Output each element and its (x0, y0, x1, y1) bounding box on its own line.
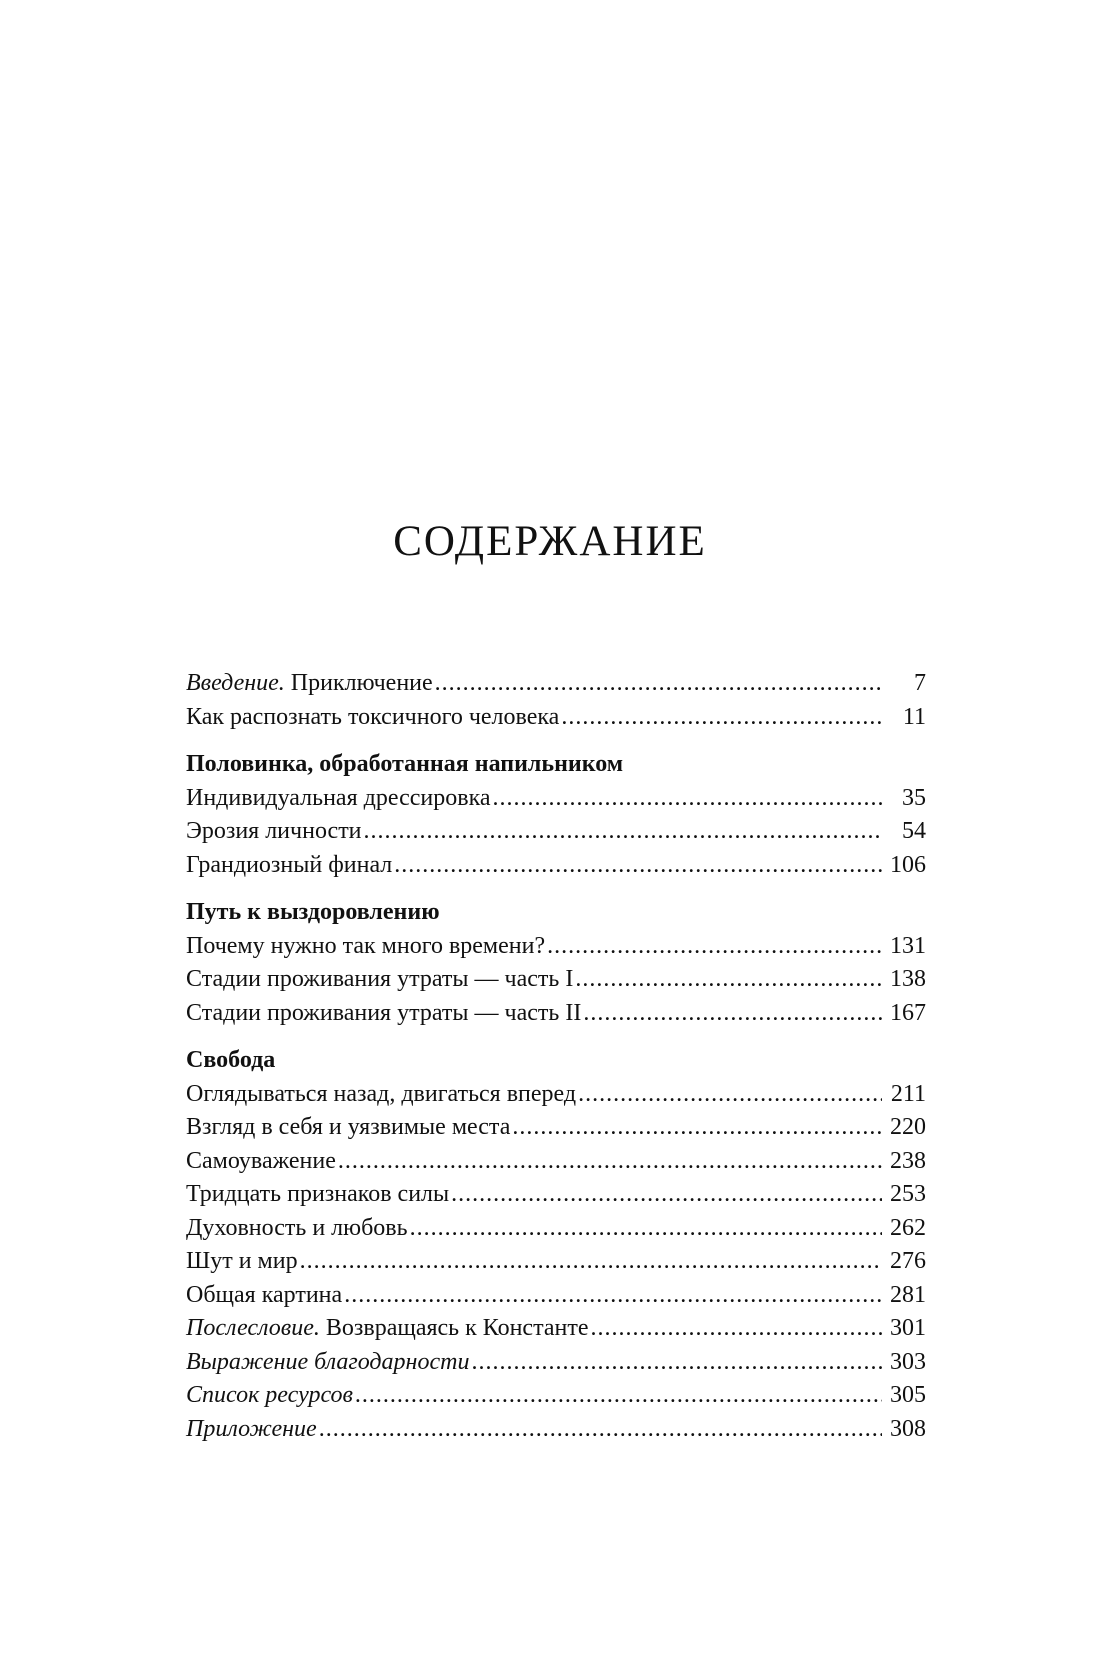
table-of-contents (186, 667, 926, 1446)
dot-leader (451, 1178, 882, 1212)
dot-leader (575, 963, 882, 997)
dot-leader (591, 1312, 882, 1346)
toc-entry-title (186, 1245, 298, 1279)
toc-entry[interactable] (186, 1145, 926, 1179)
toc-page-number: 54 (902, 818, 926, 844)
toc-entry-afterword[interactable] (186, 1312, 926, 1346)
dot-leader (547, 930, 882, 964)
dot-leader (319, 1413, 882, 1447)
toc-entry[interactable] (186, 997, 926, 1031)
toc-page-number: 308 (890, 1415, 926, 1442)
toc-page-number: 35 (902, 784, 926, 811)
toc-entry[interactable] (186, 1111, 926, 1145)
toc-entry-title (186, 930, 545, 964)
toc-entry-title (186, 667, 433, 701)
toc-page-number: 276 (890, 1248, 926, 1274)
toc-entry-italic-label: Послесловие. (186, 1315, 320, 1341)
toc-entry-resources[interactable] (186, 1379, 926, 1413)
toc-entry[interactable] (186, 782, 926, 816)
toc-page-number: 281 (890, 1281, 926, 1308)
toc-entry-label: Оглядываться назад, двигаться вперед (186, 1080, 577, 1107)
toc-entry-label: Индивидуальная дрессировка (186, 784, 491, 811)
toc-entry[interactable] (186, 1078, 926, 1112)
toc-entry[interactable] (186, 1212, 926, 1246)
dot-leader (344, 1279, 882, 1313)
toc-entry-title (186, 1312, 589, 1346)
toc-entry[interactable] (186, 701, 926, 735)
dot-leader (410, 1212, 882, 1246)
toc-entry-title (186, 963, 573, 997)
toc-entry-title (186, 1111, 510, 1145)
section-heading: Половинка, обработанная напильником (186, 751, 624, 777)
section-heading: Путь к выздоровлению (186, 899, 440, 925)
toc-entry-italic-label: Список ресурсов (186, 1382, 353, 1408)
toc-entry-title (186, 701, 559, 735)
toc-page-number: 253 (890, 1181, 926, 1207)
dot-leader (512, 1111, 882, 1145)
toc-entry[interactable] (186, 1279, 926, 1313)
toc-entry-introduction[interactable] (186, 667, 926, 701)
toc-entry[interactable] (186, 815, 926, 849)
dot-leader (471, 1346, 882, 1380)
toc-entry-label: Общая картина (186, 1281, 343, 1308)
toc-entry[interactable] (186, 849, 926, 883)
toc-entry-label: Почему нужно так много времени? (186, 932, 546, 959)
dot-leader (583, 997, 882, 1031)
toc-page-number: 305 (890, 1382, 926, 1408)
dot-leader (394, 849, 882, 883)
toc-entry-label: Самоуважение (186, 1147, 336, 1174)
toc-entry-title (186, 1346, 469, 1380)
toc-entry-title (186, 782, 491, 816)
toc-entry-label: Шут и мир (186, 1248, 298, 1274)
dot-leader (493, 782, 882, 816)
toc-entry-italic-label: Введение. (186, 670, 285, 696)
dot-leader (364, 815, 882, 849)
dot-leader (355, 1379, 882, 1413)
toc-entry-title (186, 1145, 336, 1179)
toc-entry-title (186, 1078, 576, 1112)
toc-entry-appendix[interactable] (186, 1413, 926, 1447)
toc-entry-title (186, 997, 581, 1031)
dot-leader (435, 667, 882, 701)
toc-entry-italic-label: Приложение (186, 1415, 317, 1442)
toc-page-number: 211 (890, 1080, 926, 1107)
toc-entry[interactable] (186, 930, 926, 964)
toc-entry-title (186, 1212, 408, 1246)
toc-page-number: 131 (890, 932, 926, 959)
dot-leader (561, 701, 882, 735)
toc-entry-title (186, 1178, 449, 1212)
toc-entry-label: Как распознать токсичного человека (186, 703, 560, 730)
toc-entry[interactable] (186, 1245, 926, 1279)
dot-leader (578, 1078, 882, 1112)
toc-entry-title (186, 849, 392, 883)
toc-entry-label: Тридцать признаков силы (186, 1181, 450, 1207)
toc-entry-title (186, 1279, 342, 1313)
toc-entry-label: Возвращаясь к Константе (319, 1315, 589, 1341)
toc-entry-label: Грандиозный финал (186, 851, 393, 878)
toc-entry[interactable] (186, 963, 926, 997)
dot-leader (338, 1145, 882, 1179)
toc-entry-italic-label: Выражение благодарности (186, 1348, 470, 1375)
toc-entry-title (186, 1379, 353, 1413)
toc-entry-label: Приключение (284, 670, 433, 696)
toc-entry-title (186, 1413, 317, 1447)
toc-entry[interactable] (186, 1178, 926, 1212)
toc-entry-label: Стадии проживания утраты — часть II (186, 999, 582, 1026)
toc-entry-acknowledgements[interactable] (186, 1346, 926, 1380)
dot-leader (300, 1245, 882, 1279)
toc-page-number: 11 (902, 703, 926, 730)
toc-page-number: 238 (890, 1147, 926, 1174)
toc-page-number: 220 (890, 1114, 926, 1140)
toc-entry-label: Эрозия личности (186, 818, 362, 844)
toc-page-number: 301 (890, 1315, 926, 1341)
toc-page-number: 167 (890, 999, 926, 1026)
toc-page-number: 138 (890, 966, 926, 992)
toc-page-number: 303 (890, 1348, 926, 1375)
toc-page-number: 7 (914, 670, 926, 696)
toc-entry-label: Духовность и любовь (186, 1214, 408, 1241)
page-title: СОДЕРЖАНИЕ (393, 518, 707, 565)
toc-entry-title (186, 815, 362, 849)
section-heading: Свобода (186, 1047, 276, 1073)
toc-page-number: 106 (890, 851, 926, 878)
toc-entry-label: Стадии проживания утраты — часть I (186, 966, 574, 992)
toc-page-number: 262 (890, 1214, 926, 1241)
toc-entry-label: Взгляд в себя и уязвимые места (186, 1114, 511, 1140)
